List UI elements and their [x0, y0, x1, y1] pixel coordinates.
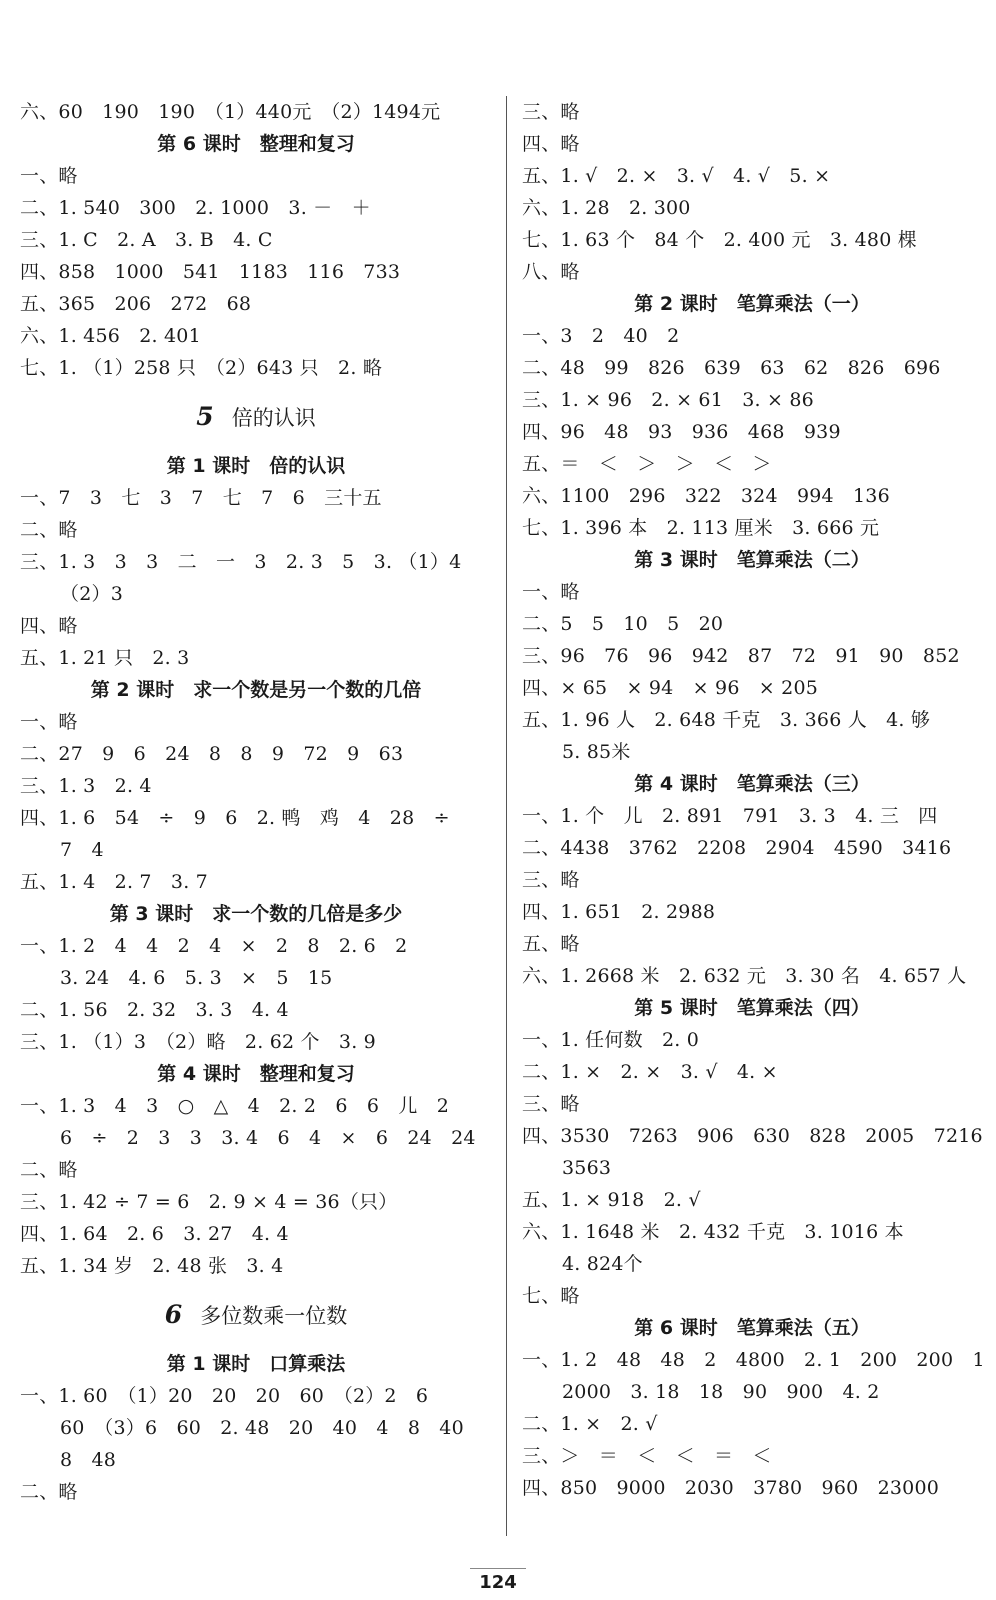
answer-line: 七、1. 63 个 84 个 2. 400 元 3. 480 棵 — [522, 229, 917, 251]
unit-name: 倍的认识 — [231, 406, 316, 430]
answer-line: 4. 824个 — [562, 1253, 643, 1275]
answer-line: 一、略 — [20, 165, 78, 187]
answer-line: 三、略 — [522, 1093, 580, 1115]
answer-line: 五、365 206 272 68 — [20, 293, 252, 315]
answer-line: 四、1. 6 54 ÷ 9 6 2. 鸭 鸡 4 28 ÷ — [20, 807, 450, 829]
lesson-heading: 第 3 课时 求一个数的几倍是多少 — [109, 903, 403, 925]
answer-line: 一、1. 任何数 2. 0 — [522, 1029, 700, 1051]
answer-line: 一、1. 2 4 4 2 4 × 2 8 2. 6 2 — [20, 935, 408, 957]
answer-line: 三、1. （1）3 （2）略 2. 62 个 3. 9 — [20, 1031, 376, 1053]
answer-line: 三、96 76 96 942 87 72 91 90 852 — [522, 645, 960, 667]
answer-line: 三、1. 42 ÷ 7 = 6 2. 9 × 4 = 36（只） — [20, 1191, 398, 1213]
lesson-heading: 第 6 课时 笔算乘法（五） — [634, 1317, 870, 1339]
answer-line: 五、1. √ 2. × 3. √ 4. √ 5. × — [522, 165, 831, 187]
answer-line: 一、3 2 40 2 — [522, 325, 680, 347]
answer-line: 三、略 — [522, 101, 580, 123]
answer-line: 3563 — [562, 1157, 612, 1179]
answer-line: 3. 24 4. 6 5. 3 × 5 15 — [60, 967, 333, 989]
answer-line: 四、× 65 × 94 × 96 × 205 — [522, 677, 819, 699]
answer-line: 7 4 — [60, 839, 104, 861]
unit-number: 5 — [196, 402, 214, 431]
answer-line: 二、5 5 10 5 20 — [522, 613, 724, 635]
answer-line: 五、略 — [522, 933, 580, 955]
answer-line: 六、1100 296 322 324 994 136 — [522, 485, 890, 507]
answer-line: 一、1. 2 48 48 2 4800 2. 1 200 200 1 — [522, 1349, 985, 1371]
answer-line: 一、1. 个 儿 2. 891 791 3. 3 4. 三 四 — [522, 805, 938, 827]
answer-line: 四、1. 64 2. 6 3. 27 4. 4 — [20, 1223, 289, 1245]
answer-line: 三、＞ ＝ ＜ ＜ ＝ ＜ — [522, 1445, 772, 1467]
answer-line: 五、1. 34 岁 2. 48 张 3. 4 — [20, 1255, 284, 1277]
answer-line: 五、1. 96 人 2. 648 千克 3. 366 人 4. 够 — [522, 709, 931, 731]
answer-line: 二、4438 3762 2208 2904 4590 3416 — [522, 837, 952, 859]
lesson-heading: 第 1 课时 倍的认识 — [166, 455, 346, 477]
unit-number: 6 — [164, 1300, 183, 1329]
answer-line: 六、1. 28 2. 300 — [522, 197, 691, 219]
answer-line: （2）3 — [60, 583, 123, 605]
answer-line: 三、1. 3 2. 4 — [20, 775, 152, 797]
answer-line: 二、1. 540 300 2. 1000 3. － ＋ — [20, 197, 371, 219]
answer-line: 四、略 — [20, 615, 78, 637]
answer-line: 五、＝ ＜ ＞ ＞ ＜ ＞ — [522, 453, 772, 475]
answer-line: 六、1. 2668 米 2. 632 元 3. 30 名 4. 657 人 — [522, 965, 967, 987]
answer-line: 四、略 — [522, 133, 580, 155]
answer-line: 一、略 — [522, 581, 580, 603]
answer-line: 8 48 — [60, 1449, 117, 1471]
lesson-heading: 第 4 课时 整理和复习 — [157, 1063, 355, 1085]
answer-line: 四、3530 7263 906 630 828 2005 7216 — [522, 1125, 983, 1147]
answer-line: 60 （3）6 60 2. 48 20 40 4 8 40 — [60, 1417, 464, 1439]
answer-line: 三、1. 3 3 3 二 一 3 2. 3 5 3. （1）4 — [20, 551, 462, 573]
answer-line: 七、1. （1）258 只 （2）643 只 2. 略 — [20, 357, 383, 379]
answer-line: 一、1. 60 （1）20 20 20 60 （2）2 6 — [20, 1385, 429, 1407]
lesson-heading: 第 2 课时 求一个数是另一个数的几倍 — [90, 679, 422, 701]
answer-line: 二、48 99 826 639 63 62 826 696 — [522, 357, 941, 379]
left-column — [20, 96, 492, 1508]
lesson-heading: 第 6 课时 整理和复习 — [157, 133, 355, 155]
unit-title — [20, 1282, 492, 1348]
answer-line: 三、1. C 2. A 3. B 4. C — [20, 229, 273, 251]
answer-line: 五、1. 21 只 2. 3 — [20, 647, 190, 669]
answer-line: 2000 3. 18 18 90 900 4. 2 — [562, 1381, 880, 1403]
answer-line: 六、1. 1648 米 2. 432 千克 3. 1016 本 — [522, 1221, 904, 1243]
answer-line: 五、1. × 918 2. √ — [522, 1189, 701, 1211]
answer-line: 二、略 — [20, 519, 78, 541]
lesson-heading: 第 4 课时 笔算乘法（三） — [634, 773, 870, 795]
answer-line: 二、1. × 2. √ — [522, 1413, 658, 1435]
answer-line: 三、1. × 96 2. × 61 3. × 86 — [522, 389, 814, 411]
answer-line: 四、850 9000 2030 3780 960 23000 — [522, 1477, 940, 1499]
answer-line: 二、27 9 6 24 8 8 9 72 9 63 — [20, 743, 404, 765]
lesson-heading: 第 2 课时 笔算乘法（一） — [634, 293, 870, 315]
answer-line: 二、1. × 2. × 3. √ 4. × — [522, 1061, 778, 1083]
lesson-heading: 第 3 课时 笔算乘法（二） — [634, 549, 870, 571]
answer-line: 二、略 — [20, 1481, 78, 1503]
answer-line: 二、略 — [20, 1159, 78, 1181]
answer-line: 六、1. 456 2. 401 — [20, 325, 201, 347]
answer-line: 四、1. 651 2. 2988 — [522, 901, 716, 923]
page-number: 124 — [470, 1568, 526, 1597]
answer-line: 5. 85米 — [562, 741, 631, 763]
answer-line: 八、略 — [522, 261, 580, 283]
answer-line: 二、1. 56 2. 32 3. 3 4. 4 — [20, 999, 289, 1021]
answer-line: 一、1. 3 4 3 ○ △ 4 2. 2 6 6 儿 2 — [20, 1095, 450, 1117]
lesson-heading: 第 5 课时 笔算乘法（四） — [634, 997, 870, 1019]
answer-line: 五、1. 4 2. 7 3. 7 — [20, 871, 208, 893]
answer-line: 四、858 1000 541 1183 116 733 — [20, 261, 401, 283]
unit-name: 多位数乘一位数 — [200, 1304, 348, 1328]
answer-line: 三、略 — [522, 869, 580, 891]
answer-line: 六、60 190 190 （1）440元 （2）1494元 — [20, 101, 441, 123]
right-column — [522, 96, 985, 1504]
answer-line: 一、略 — [20, 711, 78, 733]
answer-line: 一、7 3 七 3 7 七 7 6 三十五 — [20, 487, 382, 509]
lesson-heading: 第 1 课时 口算乘法 — [166, 1353, 346, 1375]
column-divider — [506, 96, 507, 1536]
answer-line: 6 ÷ 2 3 3 3. 4 6 4 × 6 24 24 — [60, 1127, 476, 1149]
answer-line: 七、略 — [522, 1285, 580, 1307]
answer-line: 七、1. 396 本 2. 113 厘米 3. 666 元 — [522, 517, 880, 539]
answer-line: 四、96 48 93 936 468 939 — [522, 421, 841, 443]
unit-title — [20, 384, 492, 450]
